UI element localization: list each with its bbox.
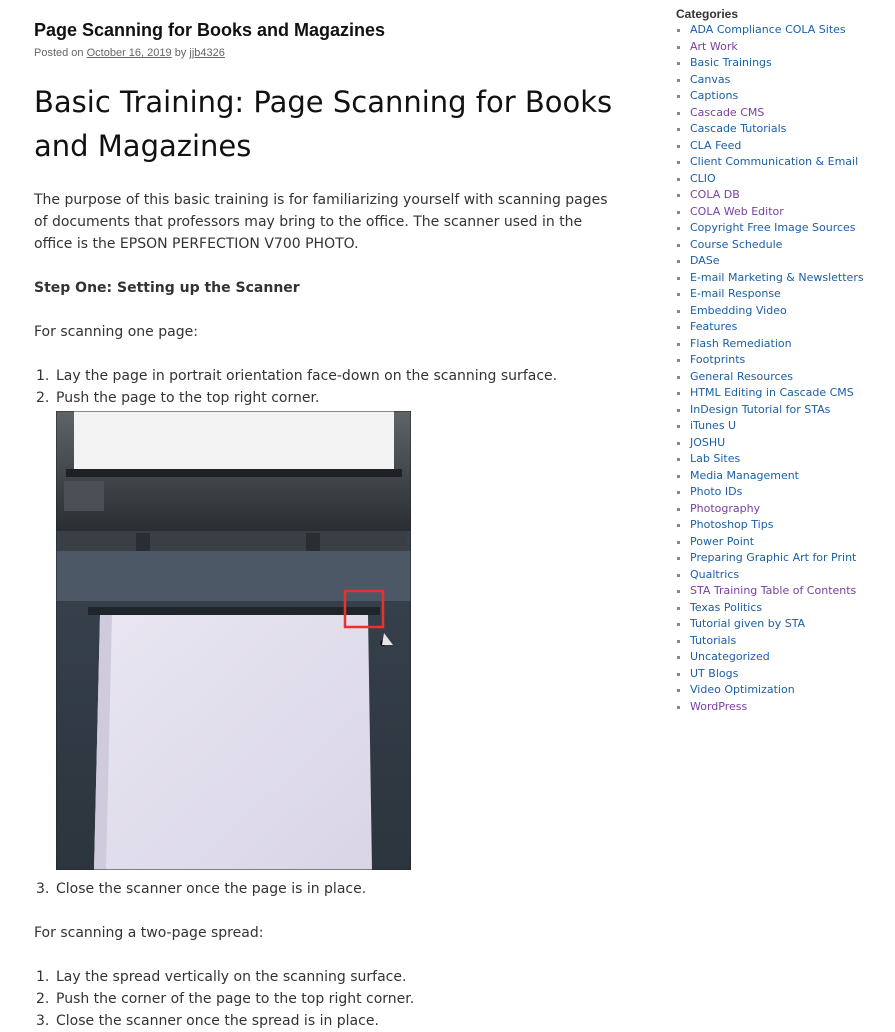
category-item (676, 39, 886, 56)
list-item-text: Push the page to the top right corner. (56, 390, 320, 406)
category-item (676, 649, 886, 666)
post-date-link[interactable]: October 16, 2019 (86, 47, 172, 59)
category-link[interactable]: InDesign Tutorial for STAs (690, 402, 831, 416)
category-link[interactable]: Tutorial given by STA (690, 617, 806, 630)
category-link[interactable]: iTunes U (690, 419, 737, 432)
category-item (676, 501, 886, 518)
category-item (676, 583, 886, 600)
category-link[interactable]: JOSHU (690, 435, 726, 449)
category-link[interactable]: E-mail Response (690, 287, 781, 300)
list-item (34, 988, 634, 1010)
category-link[interactable]: Preparing Graphic Art for Print (690, 551, 857, 564)
category-link[interactable]: Embedding Video (690, 303, 787, 317)
category-item (676, 435, 886, 452)
list-item (34, 1010, 634, 1032)
category-item (676, 105, 886, 122)
category-link[interactable]: Canvas (690, 72, 731, 86)
list-number: 3. (36, 1013, 50, 1029)
one-page-lead: For scanning one page: (34, 324, 198, 340)
step-one-heading: Step One: Setting up the Scanner (34, 280, 300, 296)
category-link[interactable]: STA Training Table of Contents (690, 584, 857, 597)
category-item (676, 616, 886, 633)
category-item (676, 88, 886, 105)
category-link[interactable]: Captions (690, 89, 739, 102)
category-link[interactable]: CLA Feed (690, 138, 742, 152)
spread-steps (34, 966, 634, 1032)
category-link[interactable]: DASe (690, 254, 720, 267)
posted-on-label: Posted on (34, 47, 84, 59)
category-link[interactable]: Photo IDs (690, 485, 743, 498)
post-heading: Basic Training: Page Scanning for Books and Magazines (34, 85, 613, 163)
category-link[interactable]: Basic Trainings (690, 56, 772, 69)
category-link[interactable]: Course Schedule (690, 237, 783, 251)
list-item-text: Push the corner of the page to the top right corner. (56, 991, 415, 1007)
category-link[interactable]: HTML Editing in Cascade CMS (690, 386, 854, 399)
category-link[interactable]: Flash Remediation (690, 336, 792, 350)
category-link[interactable]: Features (690, 320, 738, 333)
category-item (676, 682, 886, 699)
category-item (676, 22, 886, 39)
category-item (676, 319, 886, 336)
category-link[interactable]: COLA Web Editor (690, 204, 784, 218)
category-link[interactable]: CLIO (690, 171, 716, 185)
list-item (34, 878, 634, 900)
list-item-text: Close the scanner once the spread is in place. (56, 1013, 379, 1029)
category-item (676, 121, 886, 138)
list-number: 2. (36, 390, 50, 406)
intro-paragraph: The purpose of this basic training is for familiarizing yourself with scanning pages of documents that professors may bring to the office. The scanner used in the office is the EPSON PERFECTION V700 PHOTO. (34, 192, 608, 252)
category-link[interactable]: Cascade CMS (690, 105, 765, 119)
entry-title[interactable]: Page Scanning for Books and Magazines (34, 20, 386, 40)
category-item (676, 154, 886, 171)
category-link[interactable]: Video Optimization (690, 683, 795, 696)
category-item (676, 303, 886, 320)
categories-title: Categories (676, 7, 739, 21)
category-item (676, 468, 886, 485)
main-content (34, 18, 634, 1032)
category-item (676, 72, 886, 89)
post-meta (34, 46, 634, 60)
category-link[interactable]: UT Blogs (690, 666, 739, 680)
category-item (676, 567, 886, 584)
category-link[interactable]: Cascade Tutorials (690, 122, 787, 135)
list-number: 3. (36, 881, 50, 897)
category-item (676, 402, 886, 419)
category-item (676, 138, 886, 155)
category-link[interactable]: COLA DB (690, 188, 740, 201)
category-link[interactable]: Art Work (690, 39, 738, 53)
category-link[interactable]: Photoshop Tips (690, 518, 774, 531)
category-item (676, 253, 886, 270)
category-item (676, 385, 886, 402)
list-number: 2. (36, 991, 50, 1007)
category-link[interactable]: Texas Politics (690, 600, 763, 614)
category-link[interactable]: General Resources (690, 369, 794, 383)
category-link[interactable]: WordPress (690, 699, 748, 713)
list-number: 1. (36, 969, 50, 985)
category-item (676, 633, 886, 650)
category-link[interactable]: Uncategorized (690, 650, 770, 663)
by-label: by (174, 47, 187, 59)
list-item (34, 387, 634, 409)
category-item (676, 237, 886, 254)
category-item (676, 270, 886, 287)
one-page-steps-continued (34, 878, 634, 900)
sidebar (676, 6, 886, 715)
category-item (676, 336, 886, 353)
category-item (676, 666, 886, 683)
category-item (676, 369, 886, 386)
category-link[interactable]: Footprints (690, 353, 746, 366)
list-item (34, 365, 634, 387)
list-item (34, 966, 634, 988)
category-item (676, 204, 886, 221)
category-item (676, 534, 886, 551)
list-item-text: Lay the spread vertically on the scanning surface. (56, 969, 407, 985)
category-item (676, 451, 886, 468)
categories-list (676, 22, 886, 715)
author-link[interactable]: jjb4326 (189, 47, 225, 59)
spread-lead: For scanning a two-page spread: (34, 925, 264, 941)
one-page-steps (34, 365, 634, 409)
scanner-photo-illustration (56, 411, 411, 870)
scanner-photo (56, 411, 411, 870)
category-item (676, 517, 886, 534)
category-item (676, 171, 886, 188)
category-link[interactable]: Power Point (690, 534, 755, 548)
category-link[interactable]: Media Management (690, 468, 799, 482)
list-number: 1. (36, 368, 50, 384)
list-item-text: Lay the page in portrait orientation face-down on the scanning surface. (56, 368, 558, 384)
category-link[interactable]: Copyright Free Image Sources (690, 221, 856, 234)
category-item (676, 550, 886, 567)
category-item (676, 55, 886, 72)
category-link[interactable]: Qualtrics (690, 567, 740, 581)
category-link[interactable]: Photography (690, 501, 761, 515)
category-item (676, 484, 886, 501)
category-item (676, 286, 886, 303)
category-link[interactable]: E-mail Marketing & Newsletters (690, 270, 864, 284)
category-item (676, 187, 886, 204)
category-item (676, 418, 886, 435)
category-link[interactable]: Client Communication & Email (690, 155, 859, 168)
category-link[interactable]: ADA Compliance COLA Sites (690, 23, 846, 36)
list-item-text: Close the scanner once the page is in place. (56, 881, 367, 897)
category-link[interactable]: Lab Sites (690, 452, 741, 465)
category-item (676, 600, 886, 617)
category-item (676, 699, 886, 716)
category-link[interactable]: Tutorials (690, 633, 737, 647)
category-item (676, 220, 886, 237)
category-item (676, 352, 886, 369)
